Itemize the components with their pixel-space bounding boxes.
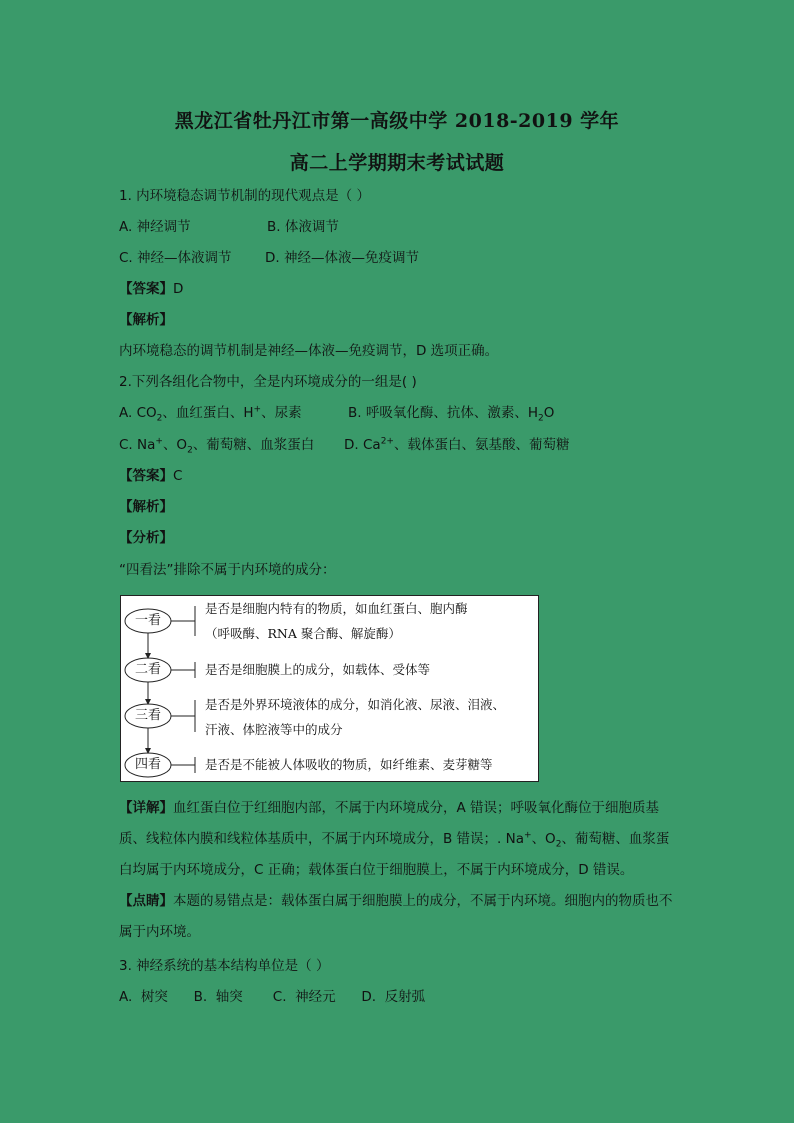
q2-fenxi-tag: 【分析】 xyxy=(119,530,173,546)
step-2-text-1: 是否是细胞膜上的成分，如载体、受体等 xyxy=(205,662,431,677)
note-tag: 【点睛】 xyxy=(119,893,173,909)
step-1-text-1: 是否是细胞内特有的物质，如血红蛋白、胞内酶 xyxy=(205,601,468,616)
document-title-line1: 黑龙江省牡丹江市第一高级中学 2018-2019 学年 xyxy=(174,110,620,132)
step-4-text-1: 是否是不能被人体吸收的物质，如纤维素、麦芽糖等 xyxy=(205,757,493,772)
step-1-label: 一看 xyxy=(134,613,161,628)
q1-option-c: C. 神经—体液调节 xyxy=(119,250,232,266)
q1-analysis-tag: 【解析】 xyxy=(119,312,173,328)
q2-option-b: B. 呼吸氧化酶、抗体、激素、$H_2O$ xyxy=(348,405,555,424)
step-1-text-2: （呼吸酶、RNA 聚合酶、解旋酶） xyxy=(205,626,401,641)
q2-option-d: D. $Ca^{2+}$、载体蛋白、氨基酸、葡萄糖 xyxy=(344,436,570,453)
q1-option-b: B. 体液调节 xyxy=(267,219,339,235)
document-title-line2: 高二上学期期末考试试题 xyxy=(289,152,505,174)
answer-value: D xyxy=(173,281,184,297)
q1-stem: 1. 内环境稳态调节机制的现代观点是（ ） xyxy=(119,188,370,204)
q2-note: 【点睛】本题的易错点是：载体蛋白属于细胞膜上的成分，不属于内环境。细胞内的物质也不属于内环境。 xyxy=(119,893,673,940)
q3-stem: 3. 神经系统的基本结构单位是（ ） xyxy=(119,958,330,974)
answer-tag: 【答案】 xyxy=(119,468,173,484)
step-3-text-2: 汗液、体腔液等中的成分 xyxy=(205,722,343,737)
step-4-label: 四看 xyxy=(134,757,161,772)
q2-detail: 【详解】血红蛋白位于红细胞内部，不属于内环境成分，A 错误；呼吸氧化酶位于细胞质基质、线粒体内膜和线粒体基质中，不属于内环境成分，B 错误；. Na+、$O_2$、葡萄糖、血浆蛋白均属于内环境成分，C 正确；载体蛋白位于细胞膜上，不属于内环境成分，D 错误。 xyxy=(119,800,670,878)
q1-analysis-text: 内环境稳态的调节机制是神经—体液—免疫调节，D 选项正确。 xyxy=(119,343,499,359)
answer-tag: 【答案】 xyxy=(119,281,173,297)
four-look-diagram xyxy=(120,595,539,782)
q1-option-d: D. 神经—体液—免疫调节 xyxy=(265,250,419,266)
q1-option-a: A. 神经调节 xyxy=(119,219,191,235)
step-3-label: 三看 xyxy=(134,708,161,723)
step-3-text-1: 是否是外界环境液体的成分，如消化液、尿液、泪液、 xyxy=(205,697,506,712)
answer-value: C xyxy=(173,468,183,484)
q2-intro: “四看法”排除不属于内环境的成分： xyxy=(119,562,336,578)
detail-tag: 【详解】 xyxy=(119,800,173,816)
q1-answer xyxy=(119,280,183,298)
q3-options: A. 树突 B. 轴突 C. 神经元 D. 反射弧 xyxy=(119,989,426,1005)
q2-option-c: C. Na+、$O_2$、葡萄糖、血浆蛋白 xyxy=(119,436,315,456)
q2-stem: 2.下列各组化合物中，全是内环境成分的一组是( ) xyxy=(119,374,417,390)
q2-answer xyxy=(119,467,182,485)
q2-option-a: A. $CO_2$、血红蛋白、H+、尿素 xyxy=(119,404,302,424)
q2-analysis-tag: 【解析】 xyxy=(119,499,173,515)
step-2-label: 二看 xyxy=(134,662,161,677)
